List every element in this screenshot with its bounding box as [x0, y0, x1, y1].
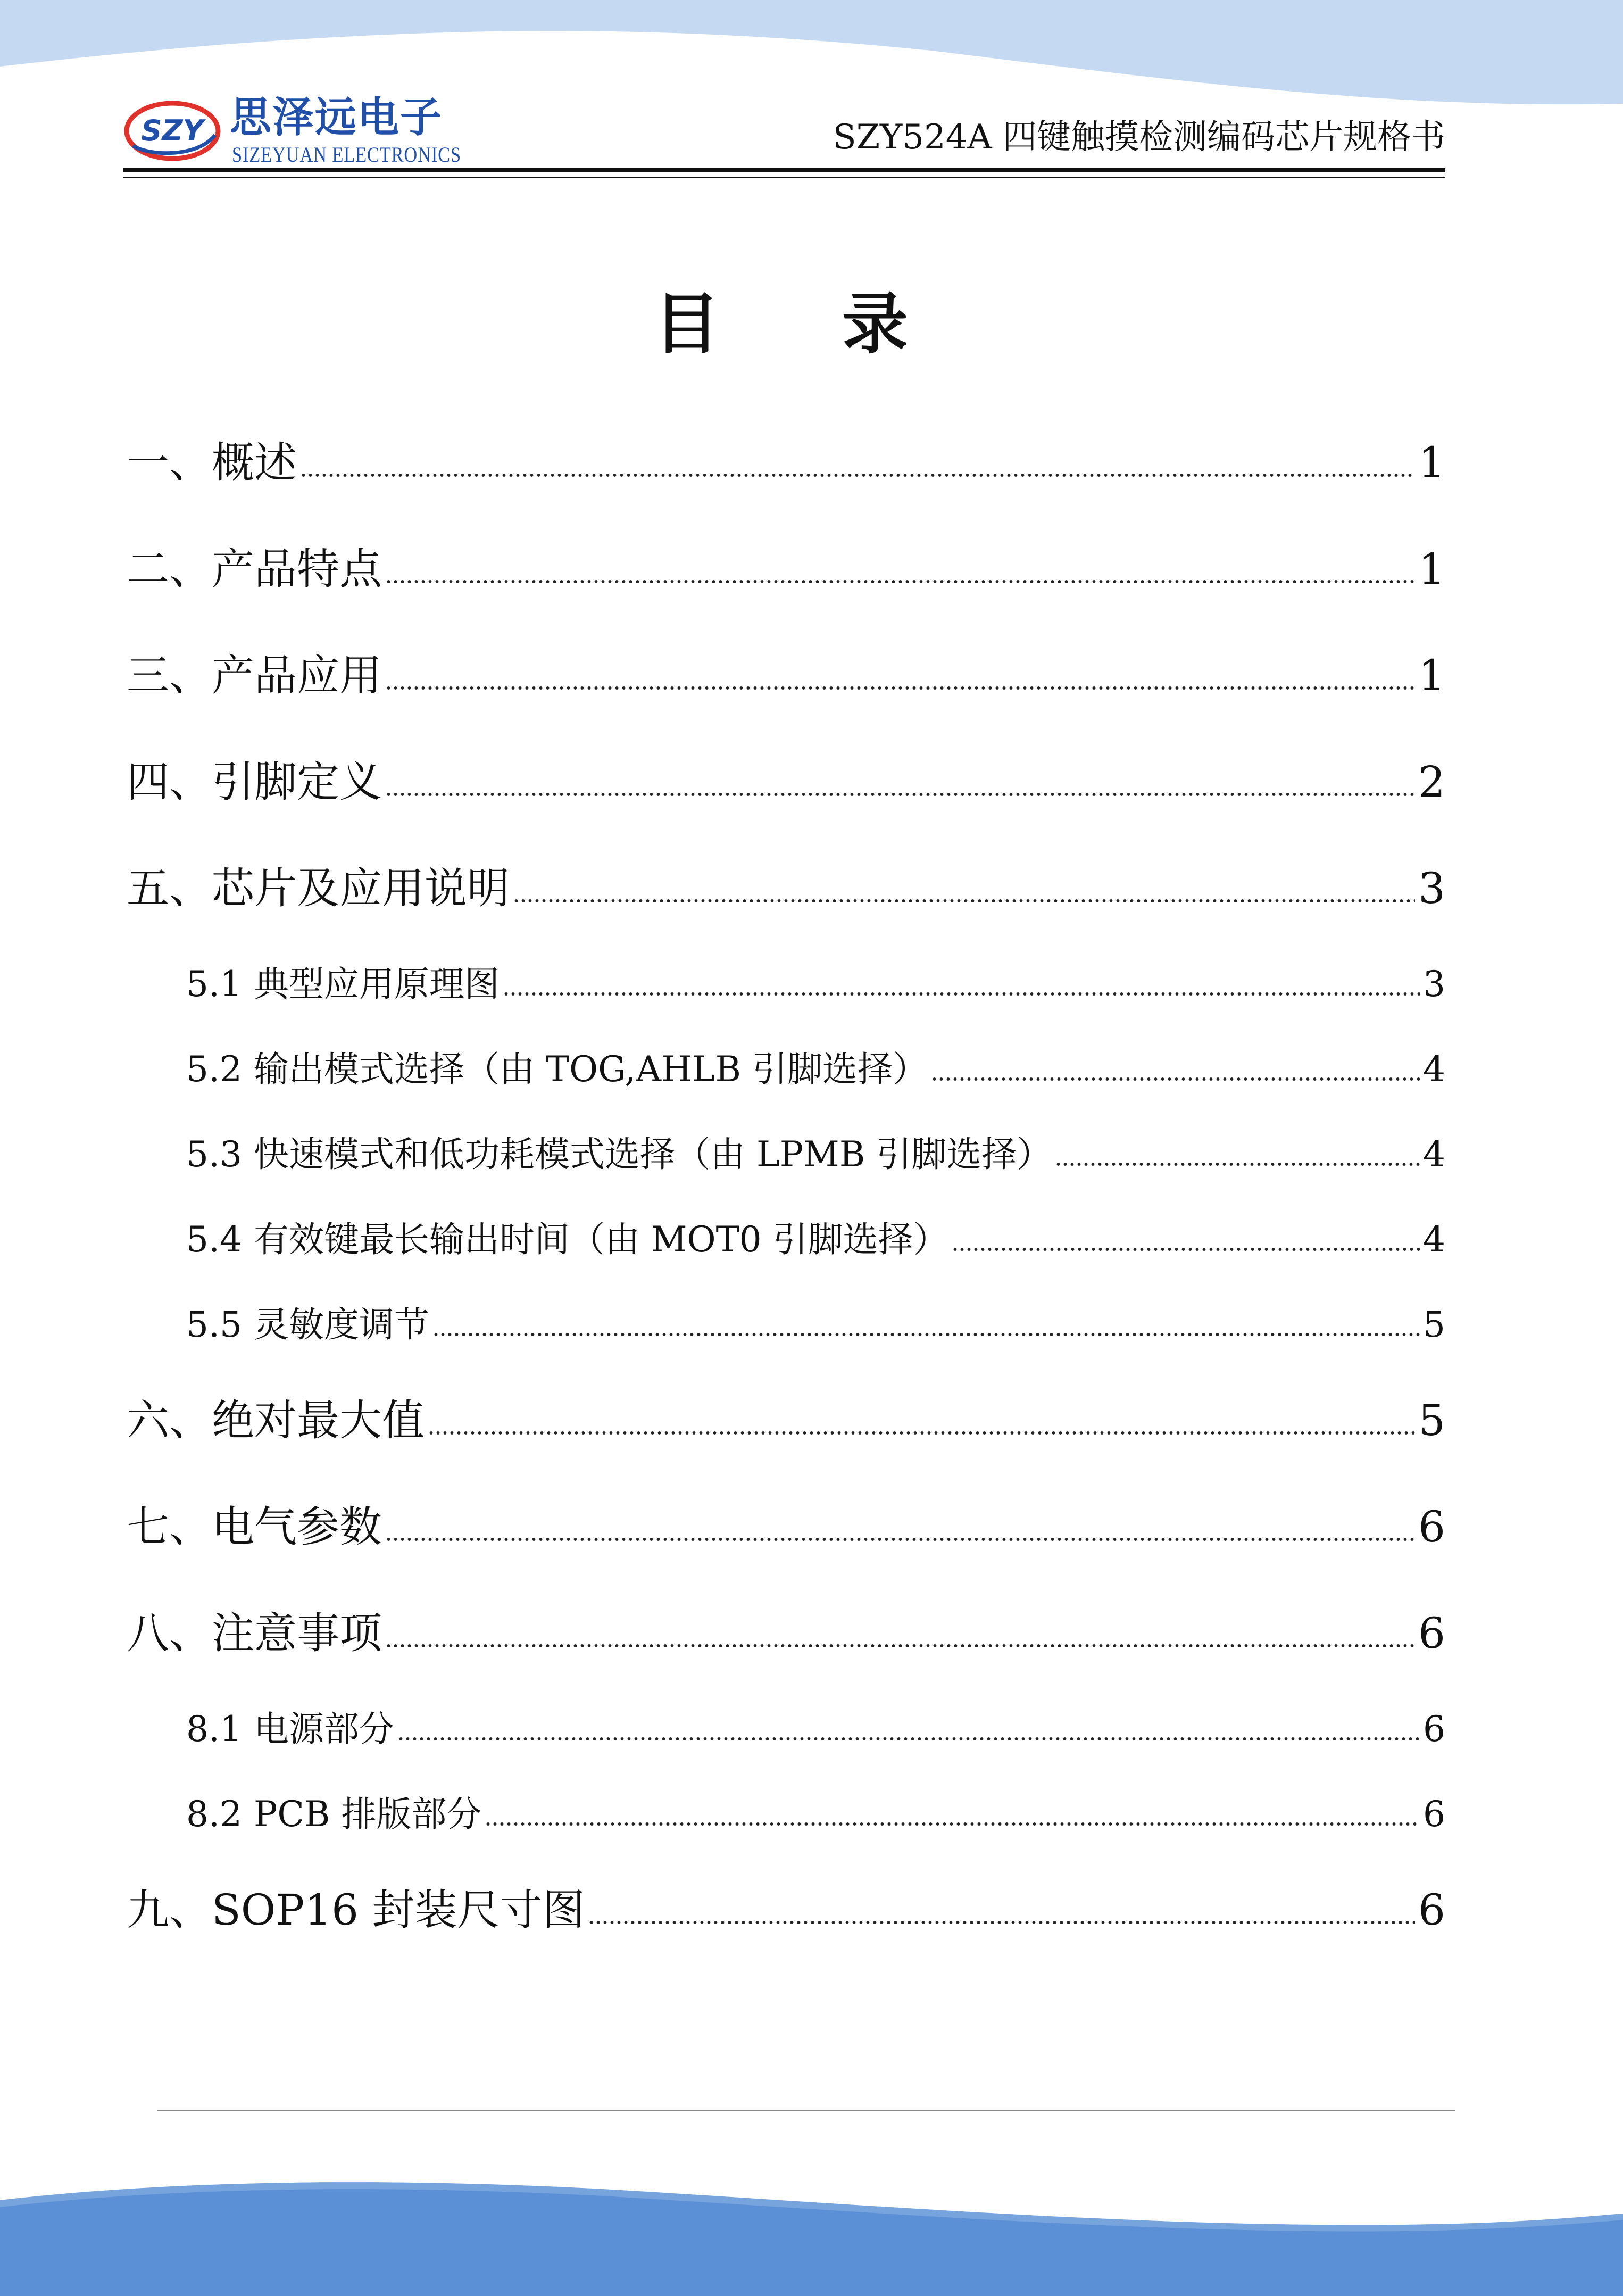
toc-entry-page-number: 6 [1418, 1609, 1445, 1658]
toc-entry-page-number: 6 [1423, 1709, 1445, 1750]
toc-entry[interactable] [186, 1789, 1445, 1840]
toc-entry[interactable] [127, 1498, 1445, 1556]
toc-dot-leader [385, 1644, 1415, 1648]
toc-entry-label: PCB 排版部分 [253, 1794, 482, 1835]
toc-entry-number: 5.5 [186, 1304, 242, 1345]
toc-dot-leader [952, 1247, 1420, 1251]
toc-dot-leader [385, 792, 1415, 797]
toc-dot-leader [385, 686, 1415, 690]
toc-entry[interactable] [127, 646, 1445, 705]
toc-entry-page-number: 1 [1418, 544, 1445, 594]
toc-entry-label: 六、绝对最大值 [127, 1396, 425, 1445]
toc-dot-leader [503, 992, 1420, 996]
toc-entry-label: 八、注意事项 [127, 1609, 382, 1658]
toc-entry-label: 一、概述 [127, 438, 297, 487]
toc-entry-label: 三、产品应用 [127, 651, 382, 700]
toc-entry-label: 输出模式选择（由 TOG,AHLB 引脚选择） [253, 1049, 928, 1090]
toc-entry[interactable] [186, 959, 1445, 1010]
toc-dot-leader [485, 1822, 1420, 1826]
toc-entry-page-number: 2 [1418, 757, 1445, 807]
toc-entry-number: 5.2 [186, 1049, 242, 1090]
toc-entry[interactable] [186, 1299, 1445, 1350]
toc-dot-leader [397, 1737, 1420, 1741]
toc-entry-page-number: 4 [1423, 1134, 1445, 1175]
toc-entry-page-number: 1 [1418, 651, 1445, 700]
logo-emblem-icon [123, 98, 221, 164]
toc-entry-label: 灵敏度调节 [253, 1304, 429, 1345]
toc-entry-page-number: 1 [1418, 438, 1445, 487]
toc-entry-number: 8.1 [186, 1709, 242, 1750]
logo-english-name: SIZEYUAN ELECTRONICS [232, 143, 461, 167]
toc-entry-page-number: 6 [1418, 1502, 1445, 1552]
toc-entry-label: 电源部分 [253, 1709, 394, 1750]
toc-heading: 目录 [653, 286, 1030, 363]
toc-dot-leader [513, 899, 1415, 903]
toc-dot-leader [300, 473, 1415, 477]
toc-dot-leader [385, 579, 1415, 584]
toc-entry-label: 五、芯片及应用说明 [127, 864, 510, 913]
toc-entry-label: 七、电气参数 [127, 1502, 382, 1552]
logo-chinese-name: 思泽远电子 [230, 94, 443, 142]
toc-entry[interactable] [127, 753, 1445, 811]
toc-entry-number: 5.1 [186, 964, 242, 1005]
toc-entry[interactable] [186, 1044, 1445, 1095]
toc-dot-leader [428, 1431, 1415, 1435]
toc-dot-leader [385, 1537, 1415, 1541]
toc-entry-page-number: 6 [1418, 1885, 1445, 1935]
toc-entry[interactable] [186, 1704, 1445, 1755]
company-logo [123, 95, 475, 172]
toc-entry-label: 典型应用原理图 [253, 964, 500, 1005]
toc-entry-page-number: 4 [1423, 1219, 1445, 1260]
toc-entry-page-number: 5 [1418, 1396, 1445, 1445]
toc-entry[interactable] [127, 859, 1445, 918]
toc-entry-label: 二、产品特点 [127, 544, 382, 594]
header-divider-thick [123, 168, 1445, 172]
toc-entry[interactable] [127, 540, 1445, 599]
toc-entry[interactable] [186, 1214, 1445, 1265]
toc-dot-leader [1055, 1162, 1420, 1166]
logo-abbr: SZY [141, 114, 204, 147]
toc-entry-label: 九、SOP16 封装尺寸图 [127, 1885, 585, 1935]
toc-entry-page-number: 3 [1418, 864, 1445, 913]
toc-entry-number: 8.2 [186, 1794, 242, 1835]
toc-entry[interactable] [127, 1881, 1445, 1939]
toc-entry-label: 快速模式和低功耗模式选择（由 LPMB 引脚选择） [253, 1134, 1052, 1175]
toc-entry-page-number: 4 [1423, 1049, 1445, 1090]
toc-entry-page-number: 3 [1423, 964, 1445, 1005]
toc-dot-leader [588, 1920, 1415, 1925]
toc-entry[interactable] [127, 1391, 1445, 1450]
header-divider-thin [123, 177, 1445, 178]
toc-dot-leader [931, 1077, 1420, 1081]
toc-entry[interactable] [186, 1129, 1445, 1180]
bottom-wave-banner [0, 2160, 1623, 2296]
toc-entry-label: 有效键最长输出时间（由 MOT0 引脚选择） [253, 1219, 948, 1260]
footer-divider [157, 2110, 1455, 2111]
toc-dot-leader [432, 1332, 1420, 1337]
document-title: SZY524A 四键触摸检测编码芯片规格书 [833, 118, 1445, 157]
toc-entry-label: 四、引脚定义 [127, 757, 382, 807]
toc-entry[interactable] [127, 434, 1445, 492]
toc-entry-number: 5.4 [186, 1219, 242, 1260]
toc-entry-page-number: 5 [1423, 1304, 1445, 1345]
toc-entry[interactable] [127, 1604, 1445, 1663]
toc-entry-page-number: 6 [1423, 1794, 1445, 1835]
toc-entry-number: 5.3 [186, 1134, 242, 1175]
